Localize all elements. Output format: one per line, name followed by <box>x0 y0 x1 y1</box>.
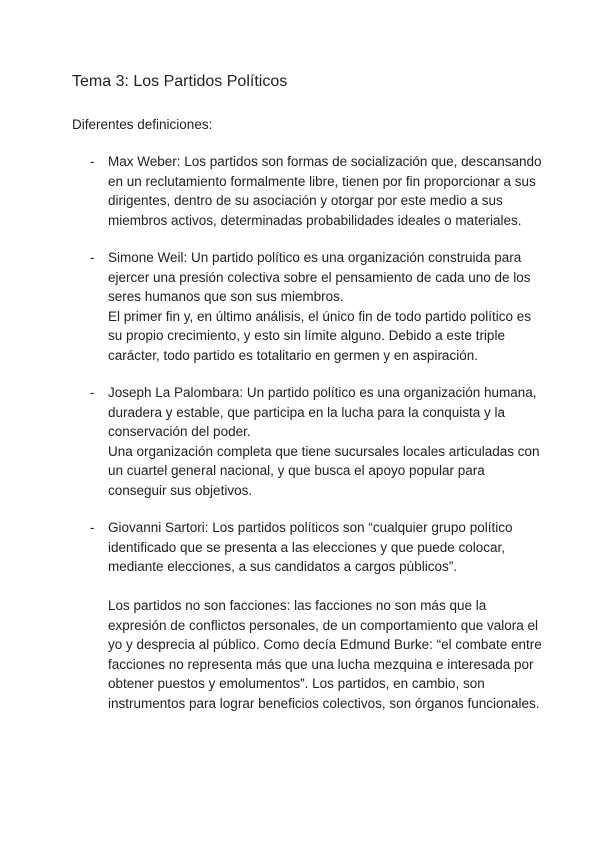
paragraph: El primer fin y, en último análisis, el único fin de todo partido político es su propio crecimiento, y esto sin límite alguno. Debido a este triple carácter, todo partido es totalitario en germen y en aspiración. <box>108 308 531 363</box>
paragraph: Joseph La Palombara: Un partido político es una organización humana, duradera y estable, que participa en la lucha para la conquista y la conservación del poder. <box>108 385 537 439</box>
paragraph: Giovanni Sartori: Los partidos políticos son “cualquier grupo político identificado que se presenta a las elecciones y que puede colocar, mediante elecciones, a sus candidatos a cargos públicos”. <box>108 520 513 574</box>
bullet-dash: - <box>90 154 95 169</box>
paragraph: Max Weber: Los partidos son formas de socialización que, descansando en un reclutamiento formalmente libre, tienen por fin proporcionar a sus dirigentes, dentro de su asociación y otorgar por este medio a sus miembros activos, determinadas probabilidades ideales o materiales. <box>108 154 542 228</box>
paragraph: Los partidos no son facciones: las facciones no son más que la expresión de conflictos personales, de un comportamiento que valora el yo y desprecia al público. Como decía Edmund Burke: “el combate entre facciones no representa más que una lucha mezquina e interesada por obtener puestos y emolumentos”. Los partidos, en cambio, son instrumentos para lograr beneficios colectivos, son órganos funcionales. <box>108 598 542 711</box>
bullet-dash: - <box>90 520 95 535</box>
paragraph: Simone Weil: Un partido político es una organización construida para ejercer una presión colectiva sobre el pensamiento de cada uno de los seres humanos que son sus miembros. <box>108 250 531 304</box>
paragraph: Una organización completa que tiene sucursales locales articuladas con un cuartel general nacional, y que busca el apoyo popular para conseguir sus objetivos. <box>108 443 540 498</box>
list-item-weber <box>72 152 542 230</box>
section-subtitle: Diferentes definiciones: <box>72 117 213 132</box>
list-item-sartori <box>72 518 542 713</box>
list-item-weil <box>72 248 542 365</box>
page-title: Tema 3: Los Partidos Políticos <box>72 73 288 90</box>
bullet-dash: - <box>90 250 95 265</box>
bullet-dash: - <box>90 385 95 400</box>
list-item-lapalombara <box>72 383 542 500</box>
definitions-list <box>72 152 542 731</box>
